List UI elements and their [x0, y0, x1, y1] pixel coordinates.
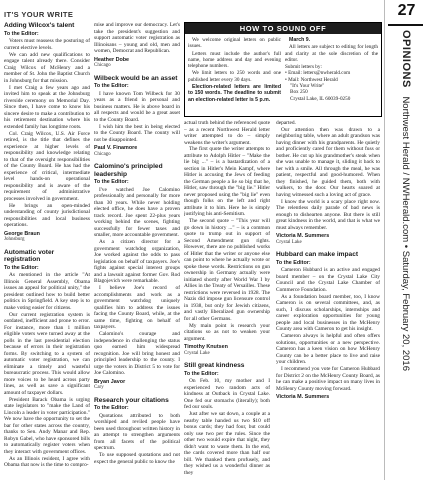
- letter-paragraph: I wish him the best in being elected to the County Board. The county will not be disappointed.: [94, 123, 180, 143]
- box-paragraph: All letters are subject to editing for length and clarity at the sole discretion of the editor.: [285, 44, 378, 63]
- letter-city: Crystal Lake: [184, 350, 210, 356]
- letter-paragraph: I know the world is a scary place right now. The relentless daily parade of bad news is enough to dishearten anyone. But there is still great kindness in the world, and that is what we must always remember.: [276, 198, 380, 231]
- letter-paragraph: As mentioned in the article "At Illinois General Assembly, Obama issues an appeal for political unity," the president outlined how to build better politics in Springfield. A key step is to make voting easier for citizens.: [4, 272, 90, 311]
- letter-paragraph: I met Craig a few years ago and invited him to speak at the Johnsburg riverside ceremony on Memorial Day. Since then, I have come to know his sincere desire to make a contribution to his retirement destination where his extended family has longtime roots.: [4, 84, 90, 130]
- column-1: [4, 22, 90, 478]
- box-paragraph: We limit letters to 250 words and one published letter every 30 days.: [188, 70, 281, 83]
- letter-salutation: To the Editor:: [4, 30, 39, 37]
- column-2: [94, 22, 180, 478]
- letter-signer: Heather Dobe: [94, 56, 130, 63]
- letter-signer: Timothy Knutsen: [184, 344, 228, 350]
- letter-paragraph: Voters must reassess the posturing of current elective levels.: [4, 38, 90, 51]
- box-election-note: Election-related letters are limited to 150 words. The deadline to submit an election-related letter is 5 p.m.: [188, 84, 281, 103]
- letter-paragraph: On Feb. 10, my mother and I experienced two random acts of kindness at Outback in Crystal Lake. One fed our stomachs (literally); both fed our souls.: [184, 378, 270, 411]
- mail-address-line: Crystal Lake, IL 60039-0250: [290, 95, 351, 102]
- letter-paragraph: I've watched Joe Calomino professionally and personally for more than 30 years. While never holding elected office, he does have a proven track record. Joe spent 22-plus years working behind the scenes, fighting successfully for fewer taxes and smaller, more accountable government.: [94, 186, 180, 239]
- letter-paragraph: As a citizen director for a government watchdog organization, Joe worked against the odds to pass legislation on behalf of taxpayers. Joe's fights against special interest groups and a lawsuit against former Gov. Rod Blagojevich were remarkable.: [94, 239, 180, 285]
- letter-paragraph: Col. Craig Wilcox, U.S. Air Force retired, is the title that defines the experience at higher levels of responsibility and knowledge relating to that of the oversight responsibilities of the County Board. He has had the experience of critical, intermediate level hands-on operational responsibility and is aware of the requirement of administrative processes involved in government.: [4, 130, 90, 202]
- page-number-rule: [388, 24, 423, 26]
- box-paragraph: We welcome original letters on public issues.: [188, 37, 281, 50]
- letter-paragraph: We can add new qualifications to engage talent already there. Consider Craig Wilcox of McHenry and a member of St. John the Baptist Church in Johnsburg for that mission.: [4, 51, 90, 84]
- letter-salutation: To the Editor:: [94, 83, 129, 90]
- letter-paragraph: The first quote the writer attempts to attribute to Adolph Hitler – "Make the lie big ..." – is a bastardization of a section in Hitler's Mein Kampf, where Hitler is accusing the Jews of feeding the German people a lie so big that he, Hitler, saw through the "big lie." Hitler never proposed using the "big lie" even though folks on the left and right attribute it to him. Here he is simply justifying his anti-Semitism.: [184, 146, 270, 217]
- letter-salutation: To the Editor:: [94, 405, 129, 412]
- letter-salutation: To the Editor:: [184, 370, 219, 377]
- letter-paragraph: As a foundation board member, too, I know Cameron is on several committees, and, as such, I discuss scholarships, internships and career exploration opportunities for young people and local businesses in the McHenry County area with Cameron to get his insight.: [276, 293, 380, 333]
- submit-mail: • Mail: Northwest Herald: [285, 76, 338, 83]
- column-3: [184, 120, 270, 478]
- spine-publication: Northwest Herald / NWHerald.com: [400, 96, 411, 243]
- spine-date: Saturday, February 20, 2016: [400, 250, 411, 371]
- letter-headline: Adding Wilcox's talent: [4, 22, 75, 29]
- box-deadline-date: March 9.: [289, 37, 311, 43]
- letter-paragraph: Calomino's courage and independence in challenging the status quo earned him widespread recognition. Joe will bring honest and principled leadership to the county. I urge the voters in District 5 to vote for Joe Calomino.: [94, 331, 180, 377]
- letter-signer: George Braun: [4, 230, 40, 237]
- submit-email[interactable]: • Email: letters@nwherald.com: [285, 70, 351, 77]
- letter-headline: Calomino's principled leadership: [94, 163, 163, 178]
- letter-paragraph-continued: departed.: [276, 120, 296, 126]
- letter-paragraph: My main point is research your citations so as not to weaken your argument.: [184, 322, 270, 342]
- letter-paragraph: Cameron always is helpful and often offers solutions, opportunities or a new perspective. Cameron has a keen vision on how McHenry County can be a better place to live and raise your children.: [276, 333, 380, 366]
- letter-signer: Paul V. Finamore: [94, 145, 138, 152]
- letter-city: Chicago: [94, 63, 111, 68]
- letter-city: Cary: [94, 385, 104, 391]
- spine-divider: [384, 0, 385, 480]
- letter-paragraph: President Barack Obama is urging state legislators to "make the Land of Lincoln a leader in voter participation." We now have the opportunity to set the bar for other states across the country, thanks to Sen. Andy Manar and Rep. Robyn Gabel, who have sponsored bills to automatically register voters when they interact with government offices.: [4, 396, 90, 455]
- letter-headline: Still great kindness: [184, 362, 245, 369]
- letter-headline: Research your citations: [94, 396, 169, 404]
- letter-paragraph: Our attention then was drawn to a neighboring table, where an adult grandson was having dinner with his grandparents. He quietly and proficiently cared for them without fuss or bother. He cut up his grandmother's steak when she was unable to manage it, sliding it back to her with a smile. All through the meal, he was patient, respectful and good-humored. When they finished, he guided them, both with walkers, to the door. Our hearts soared at having witnessed such a loving act of grace.: [276, 126, 380, 198]
- spine-label: OPINIONS Northwest Herald / NWHerald.com • Saturday, February 20, 2016: [400, 30, 412, 371]
- letter-paragraph: The second quote – "This year will go down in history ..." – is a common quote to trump out in support of Second Amendment gun rights. However, there are no published works of Hitler that the writer or anyone else can point to where he actually wrote or spoke these words. Restrictions on gun ownership in Germany actually were initiated shortly after World War I by Allies in the Treaty of Versailles. These restrictions were reversed in 1928. The Nazis did impose gun licensure control in 1938, but only for Jewish citizens, and vastly liberalized gun ownership for all other Germans.: [184, 218, 270, 322]
- letter-paragraph-continued: actual truth behind the referenced quote – as a recent Northwest Herald letter writer attempted to do – simply weakens the writer's argument.: [184, 120, 270, 146]
- letter-paragraph: I have known Tom Wilbeck for 30 years as a friend in personal and business matters. He is above board in all respects and would be a great asset to the County Board.: [94, 90, 180, 123]
- box-title: HOW TO SOUND OFF: [185, 23, 381, 34]
- mail-address-line: "It's Your Write": [290, 83, 325, 90]
- submit-label: Submit letters by:: [285, 64, 322, 71]
- letter-salutation: To the Editor:: [4, 264, 39, 271]
- letter-paragraph: As an Illinois resident, I agree with Obama that now is the time to compro-: [4, 455, 90, 469]
- letter-paragraph: I recommend you vote for Cameron Hubbard for District 2 on the McHenry County Board, as he can make a positive impact on many lives in McHenry County moving forward.: [276, 366, 380, 392]
- letter-paragraph: Just after we sat down, a couple at a nearby table handed us two $10 off bonus cards; they had four, but could only use two per the rules. Since the other two would expire that night, they didn't want to waste them. In the end, the cards covered more than half our bill. We thanked them profusely, and they wished us a wonderful dinner as they: [184, 411, 270, 476]
- letter-signer: Victoria M. Summers: [276, 394, 330, 401]
- letter-paragraph: I believe Joe's record of accomplishments and work as a government watchdog uniquely qualifies him to address the issues facing the County Board, while, at the same time, fighting on behalf of taxpayers.: [94, 285, 180, 331]
- letter-city: Chicago: [94, 151, 111, 157]
- spine-section: OPINIONS: [400, 30, 412, 88]
- letter-paragraph: To use supposed quotations and not expect the general public to know the: [94, 452, 180, 465]
- letter-city: Crystal Lake: [276, 239, 302, 245]
- letter-salutation: To the Editor:: [94, 179, 129, 186]
- letter-salutation: To the Editor:: [276, 259, 311, 266]
- letter-signer: Bryan Javor: [94, 378, 126, 385]
- letter-paragraph-continued: mise and improve our democracy. Let's take the president's suggestion and support automatic voter registration as Illinoisans – young and old, men and women, Democrat and Republican.: [94, 22, 180, 54]
- column-4: [276, 120, 380, 478]
- letter-headline: Hubbard can make impact: [276, 251, 359, 258]
- letter-headline: Wilbeck would be an asset: [94, 74, 178, 82]
- letter-headline: Automatic voter registration: [4, 248, 55, 264]
- letter-paragraph: Quotations attributed to both worshiped and reviled people have been used throughout written history in an attempt to strengthen arguments from all facets of the political spectrum.: [94, 412, 180, 452]
- box-paragraph: Letters must include the author's full name, home address and day and evening telephone numbers.: [188, 50, 281, 70]
- letter-signer: Victoria M. Summers: [276, 233, 330, 239]
- letter-city: Johnsburg: [4, 237, 25, 243]
- how-to-sound-off-box: [184, 22, 382, 117]
- letter-paragraph: Cameron Hubbard is an active and engaged board member – on the Crystal Lake City Council and the Crystal Lake Chamber of Commerce Foundation.: [276, 267, 380, 293]
- section-kicker: IT'S YOUR WRITE: [4, 10, 74, 19]
- mail-address-line: Box 250: [290, 89, 308, 96]
- page-number: 27: [397, 2, 416, 19]
- letter-paragraph: Our current registration system is outdated, inefficient and prone to error. For instance, more than 1 million eligible voters were turned away at the polls in the last presidential election because of errors in their registration forms. By switching to a system of automatic voter registration, we can eliminate a timely and wasteful bureaucratic process. This would allow more voices to be heard across party lines, as well as save a significant amount of taxpayer dollars.: [4, 311, 90, 396]
- letter-paragraph: He brings an open-minded understanding of county jurisdictional responsibilities and local business operations.: [4, 202, 90, 229]
